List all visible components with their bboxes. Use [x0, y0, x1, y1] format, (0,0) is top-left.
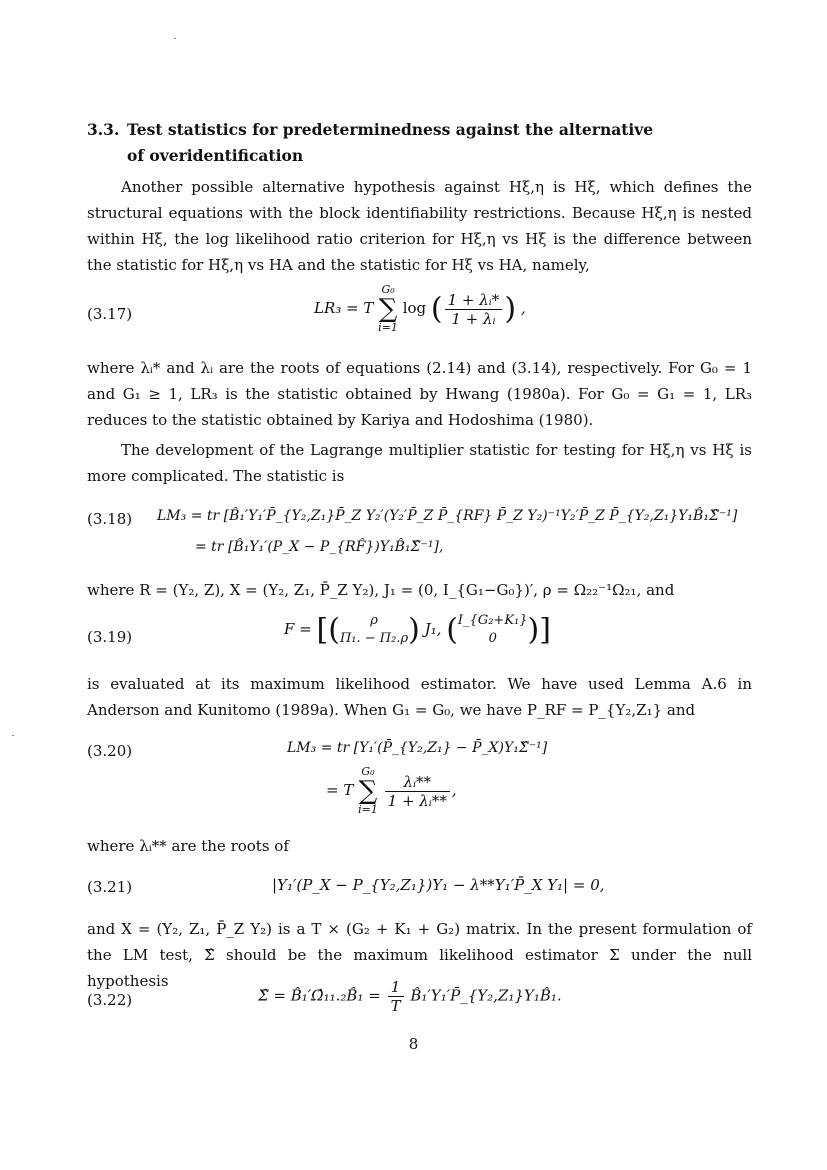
equation-number-3-21: (3.21) — [87, 878, 133, 896]
summation-symbol: G₀ ∑ i=1 — [378, 283, 398, 334]
eq-3-19-lhs: F = — [284, 620, 312, 638]
equation-3-18-line1: LM₃ = tr [B̂₁′Y₁′P̄_{Y₂,Z₁}P̄_Z Y₂′(Y₂′P̄_Z P̄_{RF} P̄_Z Y₂)⁻¹Y₂′P̄_Z P̄_{Y₂,Z₁}Y₁B̂₁Σ̂⁻¹] — [157, 508, 738, 524]
paragraph-6: where λᵢ** are the roots of — [87, 837, 289, 855]
eq-3-22-rhs: B̂₁′Y₁′P̄_{Y₂,Z₁}Y₁B̂₁. — [410, 986, 562, 1005]
matrix-rho-pi — [340, 612, 408, 648]
eq-3-20-comma: , — [451, 781, 457, 799]
matrix-bottom-entry: Π₁. − Π₂.ρ — [339, 631, 409, 646]
log-operator: log — [402, 299, 427, 317]
eq-3-19-j1: J₁, — [424, 620, 442, 638]
summation-symbol: G₀ ∑ i=1 — [358, 765, 378, 816]
section-title-line2: of overidentification — [127, 146, 304, 165]
section-number: 3.3. — [87, 120, 120, 139]
sum-lower-limit: i=1 — [378, 321, 398, 334]
fraction-denominator: 1 + λᵢ** — [387, 791, 447, 810]
section-heading — [87, 117, 747, 169]
section-title-line1: Test statistics for predeterminedness against the alternative — [127, 120, 654, 139]
scan-speck — [12, 735, 14, 736]
fraction-numerator: λᵢ** — [385, 773, 450, 792]
equation-number-3-17: (3.17) — [87, 305, 133, 323]
sum-lower-limit: i=1 — [358, 803, 378, 816]
paragraph-5: is evaluated at its maximum likelihood estimator. We have used Lemma A.6 in Anderson and Kunitomo (1989a). When G₁ = G₀, we have P_RF = P_{Y₂,Z₁} and — [87, 675, 752, 719]
equation-3-19: F = [( ρ Π₁. − Π₂.ρ ) J₁, ( I_{G₂+K₁} 0 )] — [284, 612, 551, 648]
paragraph-1: Another possible alternative hypothesis against Hξ,η is Hξ, which defines the structural equations with the block identifiability restrictions. Because Hξ,η is nested within Hξ, the log likelihood ratio criterion for Hξ,η vs Hξ is the difference between the statistic for Hξ,η vs HA and the statistic for Hξ vs HA, namely, — [87, 178, 752, 274]
equation-number-3-20: (3.20) — [87, 742, 133, 760]
fraction-numerator: 1 + λᵢ* — [445, 291, 503, 310]
matrix-identity — [458, 612, 528, 648]
scan-speck — [174, 38, 176, 39]
equation-number-3-18: (3.18) — [87, 510, 133, 528]
page-number: 8 — [408, 1035, 419, 1053]
matrix-top-entry: I_{G₂+K₁} — [457, 613, 528, 628]
equation-3-21: |Y₁′(P_X − P_{Y₂,Z₁})Y₁ − λ**Y₁′P̄_X Y₁| = 0, — [272, 876, 605, 894]
fraction-denominator: 1 + λᵢ — [451, 309, 496, 328]
equation-number-3-22: (3.22) — [87, 991, 133, 1009]
equation-3-20-line2 — [326, 766, 457, 816]
fraction-denominator: T — [390, 997, 401, 1015]
paragraph-3: The development of the Lagrange multiplier statistic for testing for Hξ,η vs Hξ is more complicated. The statistic is — [87, 441, 752, 485]
sum-upper-limit: G₀ — [361, 765, 375, 778]
paragraph-2: where λᵢ* and λᵢ are the roots of equations (2.14) and (3.14), respectively. For G₀ = 1 and G₁ ≥ 1, LR₃ is the statistic obtained by Hwang (1980a). For G₀ = G₁ = 1, LR₃ reduces to the statistic obtained by Kariya and Hodoshima (1980). — [87, 359, 752, 429]
equation-3-17: LR₃ = T G₀ ∑ i=1 log ( $\frac{\text{1 + λᵢ*}}{\text{1 + λᵢ}}$ ) , — [314, 283, 526, 334]
paragraph-7: and X = (Y₂, Z₁, P̄_Z Y₂) is a T × (G₂ + K₁ + G₂) matrix. In the present formulation of the LM test, Σ̂ should be the maximum likelihood estimator Σ under the null hypothesis — [87, 920, 752, 990]
eq-3-20-fraction — [385, 773, 450, 810]
eq-3-20-lhs: = T — [326, 781, 354, 799]
eq-3-22-fraction — [388, 978, 404, 1015]
fraction-numerator: 1 — [388, 978, 404, 997]
matrix-top-entry: ρ — [370, 613, 378, 628]
equation-3-22 — [258, 978, 562, 1015]
eq-3-22-lhs: Σ̂ = B̂₁′Ω̂₁₁.₂B̂₁ = — [258, 986, 381, 1005]
matrix-bottom-entry: 0 — [488, 631, 497, 646]
eq-3-17-lhs: LR₃ = T — [314, 299, 374, 317]
eq-3-17-comma: , — [520, 299, 526, 317]
equation-3-18-line2: = tr [B̂₁Y₁′(P_X − P_{RF̂})Y₁B̂₁Σ̂⁻¹], — [195, 539, 444, 555]
equation-number-3-19: (3.19) — [87, 628, 133, 646]
paragraph-4: where R = (Y₂, Z), X = (Y₂, Z₁, P̄_Z Y₂), J₁ = (0, I_{G₁−G₀})′, ρ = Ω₂₂⁻¹Ω₂₁, and — [87, 581, 675, 599]
sum-upper-limit: G₀ — [381, 283, 395, 296]
equation-3-20-line1: LM₃ = tr [Y₁′(P̄_{Y₂,Z₁} − P̄_X)Y₁Σ̂⁻¹] — [287, 740, 548, 756]
eq-3-17-fraction — [445, 291, 503, 328]
